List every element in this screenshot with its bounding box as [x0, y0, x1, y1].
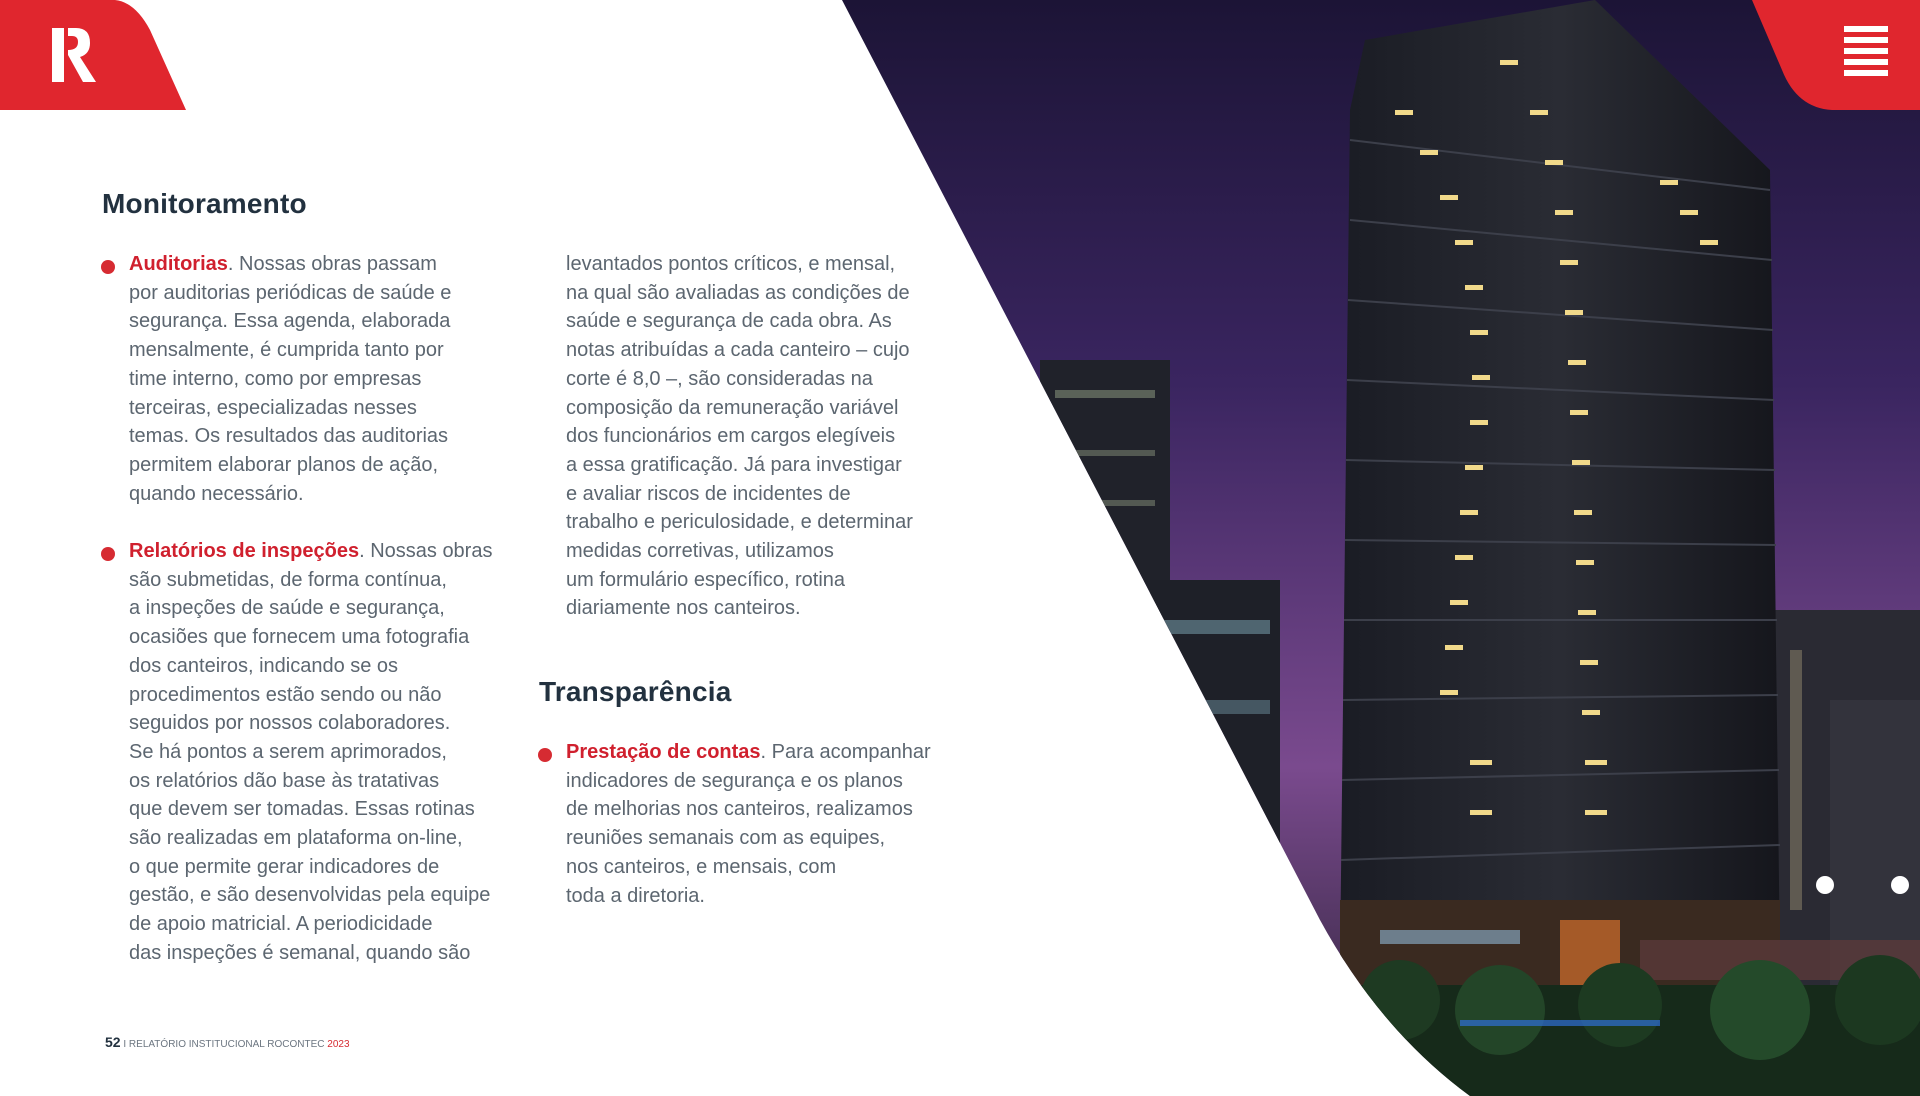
bullet-icon — [101, 260, 115, 274]
bullet-icon — [538, 748, 552, 762]
lead-prestacao: Prestação de contas — [566, 741, 761, 763]
page-footer — [105, 1034, 350, 1050]
text-relatorios: . Nossas obras são submetidas, de forma contínua, a inspeções de saúde e segurança, ocasiões que fornecem uma fotografia dos canteiros, indicando se os procedimentos estão sendo ou não seguidos por nossos colaboradores. Se há pontos a serem aprimorados, os relatórios dão base às tratativas que devem ser tomadas. Essas rotinas são realizadas em plataforma on-line, o que permite gerar indicadores de gestão, e são desenvolvidas pela equipe de apoio matricial. A periodicidade das inspeções é semanal, quando são — [129, 540, 493, 964]
page-number: 52 — [105, 1034, 121, 1050]
r-logo-icon — [52, 28, 96, 82]
lead-relatorios: Relatórios de inspeções — [129, 540, 360, 562]
menu-button[interactable] — [1752, 0, 1920, 110]
section-title-monitoramento: Monitoramento — [102, 188, 307, 219]
footer-separator: I — [120, 1039, 129, 1050]
bullet-icon — [101, 547, 115, 561]
menu-icon — [1844, 26, 1888, 81]
section-title-transparencia: Transparência — [539, 676, 732, 707]
paragraph-auditorias — [129, 250, 549, 508]
lead-auditorias: Auditorias — [129, 253, 228, 275]
report-year: 2023 — [327, 1039, 350, 1050]
text-auditorias: . Nossas obras passam por auditorias periódicas de saúde e segurança. Essa agenda, elaborada mensalmente, é cumprida tanto por time interno, como por empresas terceiras, especializadas nesses temas. Os resultados das auditorias permitem elaborar planos de ação, quando necessário. — [129, 253, 452, 505]
paragraph-continuation: levantados pontos críticos, e mensal, na qual são avaliadas as condições de saúde e segurança de cada obra. As notas atribuídas a cada canteiro – cujo corte é 8,0 –, são consideradas na composição da remuneração variável dos funcionários em cargos elegíveis a essa gratificação. Já para investigar e avaliar riscos de incidentes de trabalho e periculosidade, e determinar medidas corretivas, utilizamos um formulário específico, rotina diariamente nos canteiros. — [566, 253, 913, 620]
text-prestacao: . Para acompanhar indicadores de segurança e os planos de melhorias nos canteiros, realizamos reuniões semanais com as equipes, nos canteiros, e mensais, com toda a diretoria. — [566, 741, 931, 907]
report-name: RELATÓRIO INSTITUCIONAL ROCONTEC — [128, 1039, 328, 1050]
paragraph-relatorios — [129, 537, 549, 968]
paragraph-prestacao — [566, 738, 986, 910]
